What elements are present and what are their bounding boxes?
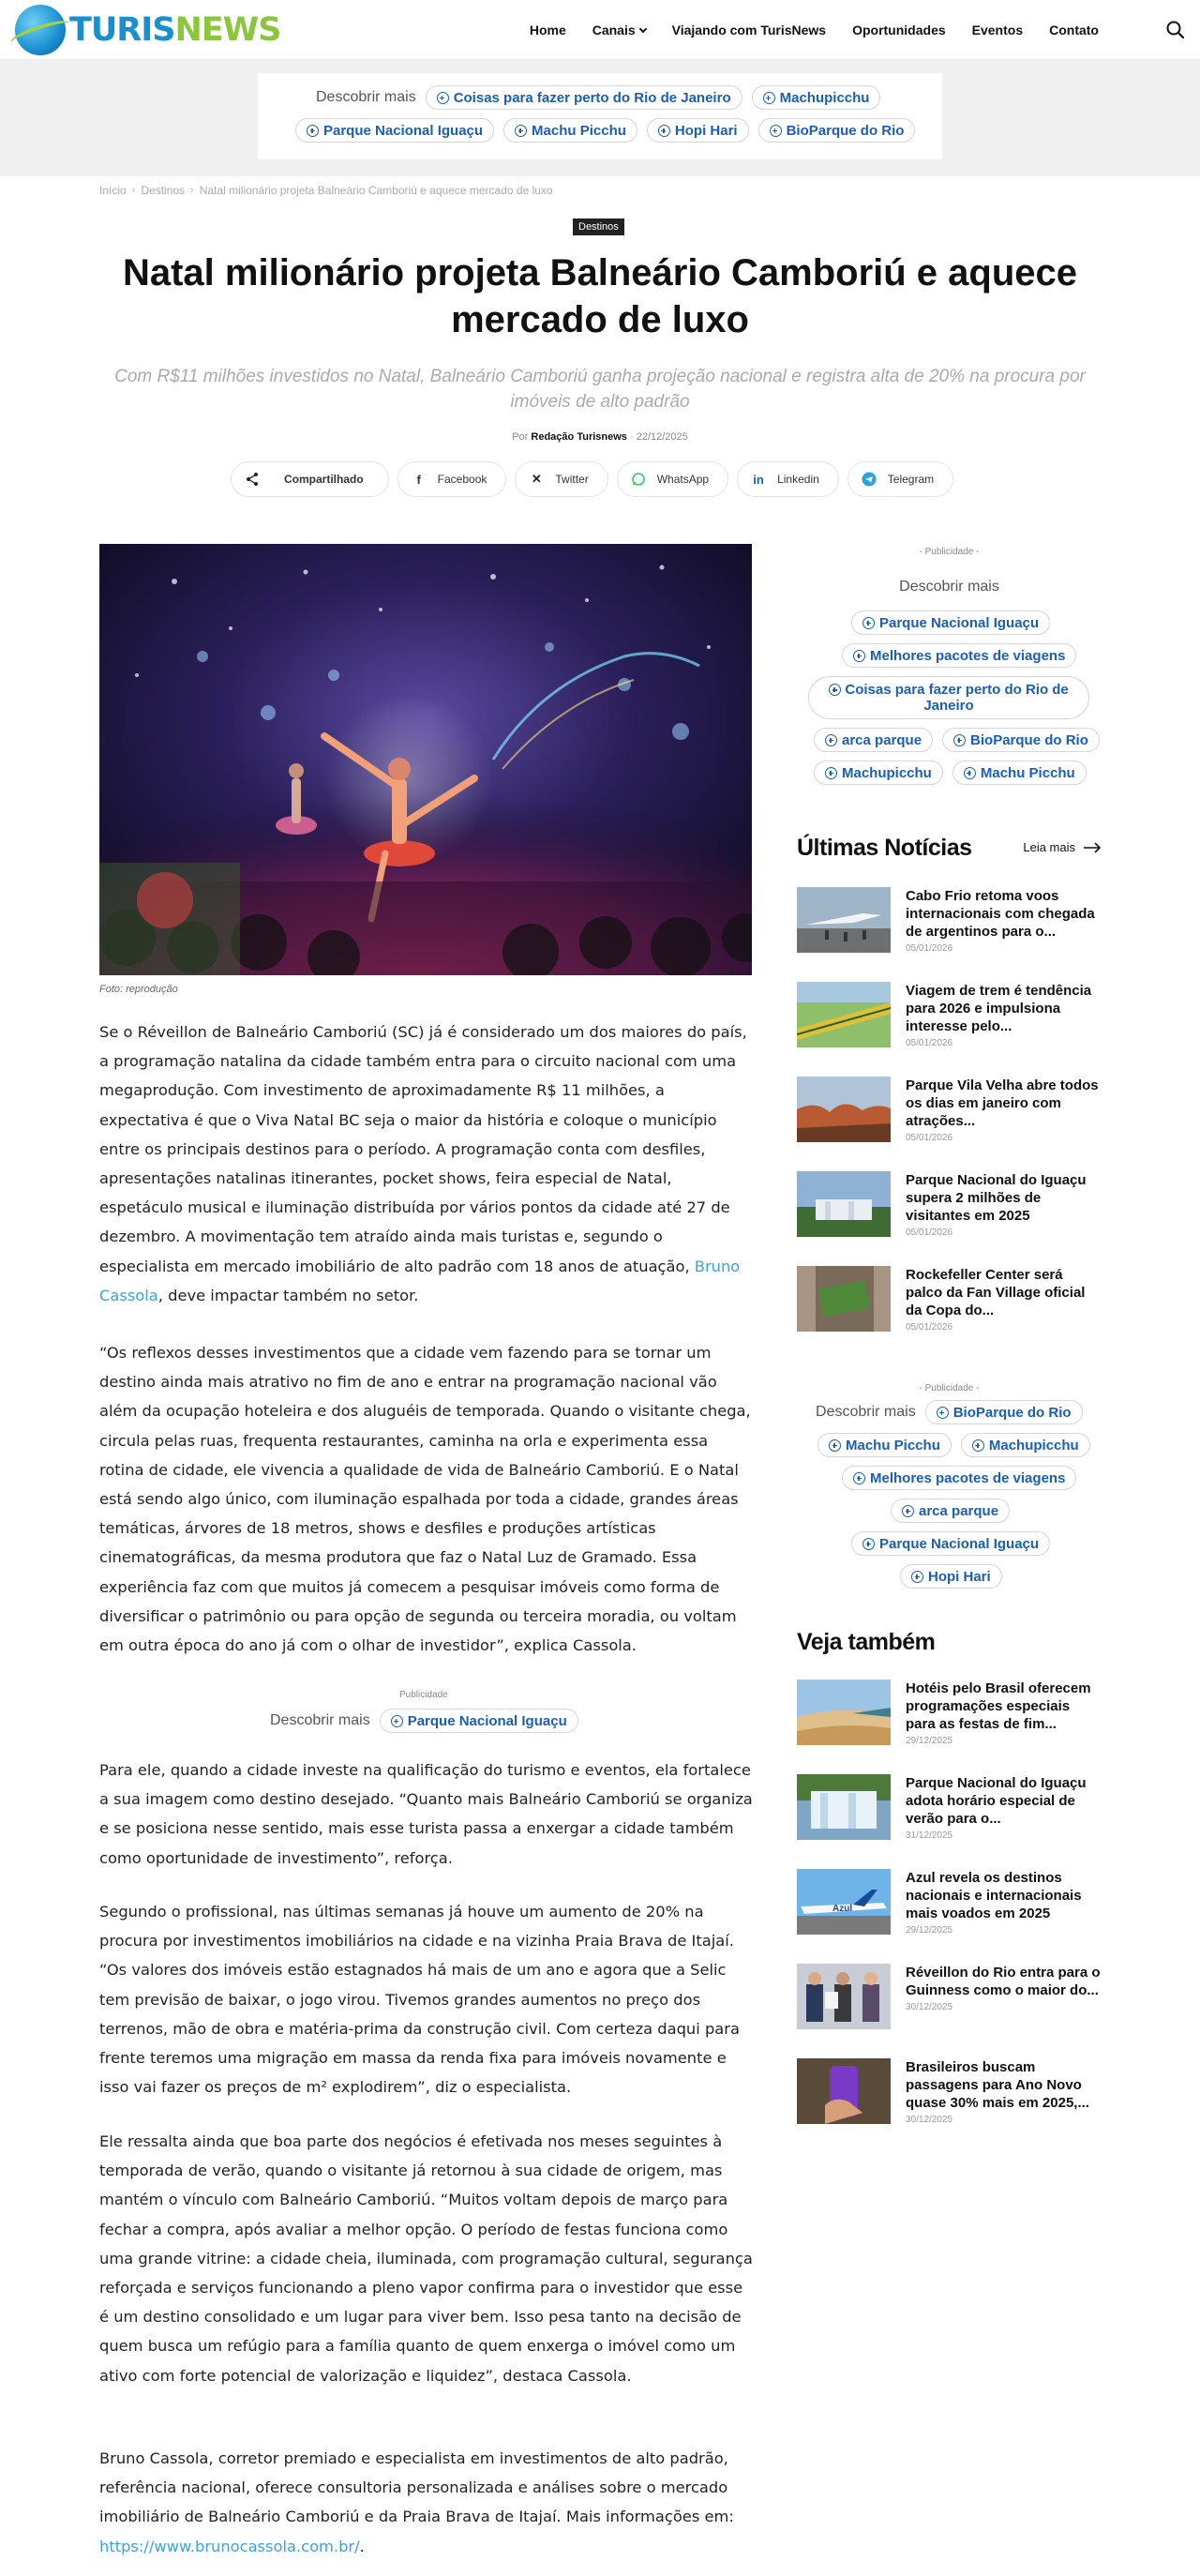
latest-news xyxy=(797,835,1102,1332)
see-also-title: Veja também xyxy=(797,1629,936,1655)
plus-circle-icon xyxy=(862,1538,875,1550)
article-paragraph: Segundo o profissional, nas últimas semanas já houve um aumento de 20% na procura por investimentos imobiliários na cidade e na vizinha Praia Brava de Itajaí. “Os valores dos imóveis estão estagnados há mais de um ano e agora que a Selic tem previsão de baixar, o jogo virou. Tivemos grandes aumentos no preço dos terrenos, mão de obra e matéria-prima da construção civil. Com certeza daqui para frente teremos uma migração em massa da renda fixa para imóveis novamente e isso vai fazer os preços de m² explodirem”, diz o especialista. xyxy=(99,1903,740,2097)
site-header xyxy=(0,0,1200,60)
nav-eventos[interactable]: Eventos xyxy=(971,23,1024,38)
news-item[interactable]: Parque Nacional do Iguaçu adota horário especial de verão para o... 31/12/2025 xyxy=(797,1774,1102,1849)
chevron-right-icon: › xyxy=(131,185,136,196)
discover-pill[interactable]: Parque Nacional Iguaçu xyxy=(295,118,494,143)
breadcrumb-home[interactable]: Início xyxy=(99,184,127,197)
main-nav xyxy=(530,0,1099,60)
discover-pill[interactable]: Parque Nacional Iguaçu xyxy=(851,610,1050,635)
article-paragraph: Ele ressalta ainda que boa parte dos negócios é efetivada nos meses seguintes à temporada de verão, quando o visitante já retornou à sua cidade de origem, mas mantém o vínculo com Balneário Camboriú. “Muitos voltam depois de março para fechar a compra, após avaliar a melhor opção. O período de festas funciona como uma grande vitrine: a cidade cheia, iluminada, com programação cultural, segurança reforçada e serviços funcionando a pleno vapor confirma para o investidor que esse é um destino consolidado e um lugar para viver bem. Isso pesa tanto na decisão de quem busca um refúgio para a família quanto de quem enxerga o imóvel como um ativo com forte potencial de valorização e liquidez”, destaca Cassola. xyxy=(99,2132,753,2385)
share-telegram-button[interactable]: Telegram xyxy=(848,461,953,497)
sidebar-ad: - Publicidade - Descobrir mais Parque Nacional Iguaçu Melhores pacotes de viagens Coisas para fazer perto do Rio de Janeiro arca parque BioParque do Rio Machupicchu Machu Picchu xyxy=(797,547,1102,800)
plus-circle-icon xyxy=(853,650,865,662)
latest-news-title: Últimas Notícias xyxy=(797,835,972,861)
news-item[interactable]: Hotéis pelo Brasil oferecem programações especiais para as festas de fim... 29/12/2025 xyxy=(797,1680,1102,1755)
discover-pill[interactable]: Hopi Hari xyxy=(647,118,749,143)
news-item[interactable]: Azul Azul revela os destinos nacionais e internacionais mais voados em 2025 29/12/2025 xyxy=(797,1869,1102,1944)
news-thumbnail xyxy=(797,1680,891,1745)
whatsapp-icon xyxy=(631,472,646,487)
article-title: Natal milionário projeta Balneário Camboriú e aquece mercado de luxo xyxy=(122,252,1078,340)
discover-label: Descobrir mais xyxy=(316,89,416,105)
news-thumbnail xyxy=(797,982,891,1047)
plus-circle-icon xyxy=(829,684,841,696)
plus-circle-icon xyxy=(972,1439,984,1452)
plus-circle-icon xyxy=(853,1472,865,1484)
nav-viajando[interactable]: Viajando com TurisNews xyxy=(671,23,827,38)
news-thumbnail xyxy=(797,1774,891,1840)
top-discover-box xyxy=(258,73,942,159)
discover-pill[interactable]: Melhores pacotes de viagens xyxy=(842,1466,1076,1490)
article-paragraph: “Os reflexos desses investimentos que a cidade vem fazendo para se tornar um destino ainda mais atrativo no fim de ano e entrar na programação nacional vão além da ocupação hoteleira e dos aluguéis de temporada. Quando o visitante chega, circula pelas ruas, frequenta restaurantes, caminha na orla e experimenta essa rotina de cidade, ele vivencia a qualidade de vida de Balneário Camboriú. E o Natal está sendo algo único, com iluminação espalhada por toda a cidade, grandes áreas temáticas, árvores de 18 metros, shows e desfiles e produções artísticas cinematográficas, da mesma produtora que faz o Natal Luz de Gramado. Essa experiência faz com que muitos já comecem a pesquisar imóveis como forma de diversificar o patrimônio ou para opção de segunda ou terceira moradia, ou voltam em outra época do ano já com o olhar de investidor”, explica Cassola. xyxy=(99,1344,751,1655)
article-paragraph: Se o Réveillon de Balneário Camboriú (SC) já é considerado um dos maiores do país, a programação natalina da cidade também entra para o circuito nacional com uma megaprodução. Com investimento de aproximadamente R$ 11 milhões, a expectativa é que o Viva Natal BC seja o maior da história e coloque o município entre os principais destinos para o período. A programação conta com desfiles, apresentações natalinas itinerantes, pocket shows, feira especial de Natal, espetáculo musical e iluminação distribuída por vários pontos da cidade até 27 de dezembro. A movimentação tem atraído ainda mais turistas e, segundo o especialista em mercado imobiliário de alto padrão com 18 anos de atuação, Bruno Cassola, deve impactar também no setor. xyxy=(99,1023,747,1304)
article-hero-image xyxy=(99,544,752,975)
discover-label: Descobrir mais xyxy=(816,1404,916,1420)
share-count-button[interactable]: Compartilhado xyxy=(231,461,389,497)
article-subtitle: Com R$11 milhões investidos no Natal, Balneário Camboriú ganha projeção nacional e registra alta de 20% na procura por imóveis de alto padrão xyxy=(114,367,1086,412)
telegram-icon xyxy=(862,472,877,487)
news-thumbnail xyxy=(797,1171,891,1237)
read-more-link[interactable]: Leia mais xyxy=(1023,840,1102,854)
article-paragraph: Para ele, quando a cidade investe na qualificação do turismo e eventos, ela fortalece a sua imagem como destino desejado. “Quanto mais Balneário Camboriú se organiza e se posiciona nesse sentido, mais esse turista passa a enxergar a cidade também como oportunidade de investimento”, reforça. xyxy=(99,1761,753,1867)
discover-pill[interactable]: Machupicchu xyxy=(814,761,943,785)
plus-circle-icon xyxy=(953,734,966,746)
news-item[interactable]: Rockefeller Center será palco da Fan Village oficial da Copa do... 05/01/2026 xyxy=(797,1266,1102,1341)
nav-contato[interactable]: Contato xyxy=(1049,23,1099,38)
plus-circle-icon xyxy=(763,92,775,104)
plus-circle-icon xyxy=(515,125,527,137)
plus-circle-icon xyxy=(829,1439,841,1452)
news-item[interactable]: Parque Nacional do Iguaçu supera 2 milhões de visitantes em 2025 05/01/2026 xyxy=(797,1171,1102,1246)
news-thumbnail xyxy=(797,1964,891,2029)
sidebar-ad: - Publicidade - Descobrir mais BioParque do Rio Machu Picchu Machupicchu Melhores pacotes de viagens arca parque Parque Nacional Iguaçu Hopi Hari xyxy=(797,1383,1102,1599)
plus-circle-icon xyxy=(825,734,837,746)
discover-pill[interactable]: Parque Nacional Iguaçu xyxy=(851,1531,1050,1556)
discover-label: Descobrir mais xyxy=(270,1712,370,1728)
bruno-cassola-link[interactable]: Bruno Cassola xyxy=(99,1257,741,1304)
breadcrumb-current: Natal milionário projeta Balneário Camboriú e aquece mercado de luxo xyxy=(199,184,553,197)
discover-label: Descobrir mais xyxy=(899,579,999,595)
discover-pill[interactable]: Parque Nacional Iguaçu xyxy=(380,1709,578,1733)
chevron-down-icon xyxy=(638,24,646,32)
discover-pill[interactable]: Melhores pacotes de viagens xyxy=(842,643,1076,668)
plus-circle-icon xyxy=(770,125,782,137)
breadcrumb xyxy=(99,184,553,197)
article-paragraph: Bruno Cassola, corretor premiado e especialista em investimentos de alto padrão, referência nacional, oferece consultoria personalizada e análises sobre o mercado imobiliário de Balneário Camboriú e da Praia Brava de Itajaí. Mais informações em: https://www.brunocassola.com.br/. xyxy=(99,2449,734,2555)
linkedin-icon: in xyxy=(753,472,764,487)
publish-date: 22/12/2025 xyxy=(636,431,688,443)
external-site-link[interactable]: https://www.brunocassola.com.br/ xyxy=(99,2537,360,2555)
share-linkedin-button[interactable]: in Linkedin xyxy=(737,461,839,497)
breadcrumb-category[interactable]: Destinos xyxy=(141,184,186,197)
ad-label: Publicidade xyxy=(399,1690,448,1700)
author-link[interactable]: Redação Turisnews xyxy=(531,431,627,443)
discover-pill[interactable]: arca parque xyxy=(891,1499,1010,1523)
plus-circle-icon xyxy=(862,617,875,629)
discover-pill[interactable]: Machupicchu xyxy=(752,85,881,110)
x-twitter-icon: ✕ xyxy=(531,472,542,486)
search-icon[interactable] xyxy=(1164,19,1187,41)
news-thumbnail xyxy=(797,1077,891,1142)
news-item[interactable]: Parque Vila Velha abre todos os dias em janeiro com atrações... 05/01/2026 xyxy=(797,1077,1102,1152)
discover-pill[interactable]: Hopi Hari xyxy=(900,1564,1002,1589)
globe-icon xyxy=(15,5,66,55)
discover-pill[interactable]: Coisas para fazer perto do Rio de Janeiro xyxy=(426,85,742,110)
nav-home[interactable]: Home xyxy=(529,23,566,38)
news-thumbnail xyxy=(797,2058,891,2124)
discover-pill[interactable]: BioParque do Rio xyxy=(758,118,916,143)
news-thumbnail xyxy=(797,1266,891,1332)
news-item[interactable]: Cabo Frio retoma voos internacionais com chegada de argentinos para o... 05/01/2026 xyxy=(797,887,1102,962)
plus-circle-icon xyxy=(937,1407,949,1419)
discover-pill[interactable]: Coisas para fazer perto do Rio de Janeiro xyxy=(808,676,1089,719)
category-badge[interactable]: Destinos xyxy=(573,218,624,235)
news-item[interactable]: Réveillon do Rio entra para o Guinness como o maior do... 30/12/2025 xyxy=(797,1964,1102,2039)
plus-circle-icon xyxy=(964,767,976,779)
discover-pill[interactable]: arca parque xyxy=(814,728,933,752)
facebook-icon: f xyxy=(416,472,421,487)
byline: Por Redação Turisnews - 22/12/2025 xyxy=(512,431,688,443)
share-icon xyxy=(245,472,260,487)
news-item[interactable]: Viagem de trem é tendência para 2026 e impulsiona interesse pelo... 05/01/2026 xyxy=(797,982,1102,1057)
news-item[interactable]: Brasileiros buscam passagens para Ano Novo quase 30% mais em 2025,... 30/12/2025 xyxy=(797,2058,1102,2133)
inline-ad xyxy=(99,1690,754,1746)
plus-circle-icon xyxy=(902,1505,914,1517)
share-twitter-button[interactable]: ✕ Twitter xyxy=(515,461,608,497)
news-thumbnail xyxy=(797,1869,891,1935)
svg-text:Azul: Azul xyxy=(832,1904,853,1914)
discover-pill[interactable]: Machu Picchu xyxy=(952,761,1087,785)
discover-pill[interactable]: Machupicchu xyxy=(961,1433,1090,1457)
share-bar xyxy=(231,461,953,497)
plus-circle-icon xyxy=(911,1571,923,1583)
news-thumbnail xyxy=(797,887,891,953)
see-also xyxy=(797,1629,1102,2135)
discover-pill[interactable]: Machu Picchu xyxy=(503,118,638,143)
arrow-right-icon xyxy=(1083,842,1102,853)
plus-circle-icon xyxy=(307,125,319,137)
chevron-right-icon: › xyxy=(190,185,194,196)
plus-circle-icon xyxy=(391,1715,403,1727)
plus-circle-icon xyxy=(658,125,670,137)
discover-pill[interactable]: Machu Picchu xyxy=(818,1433,952,1457)
nav-oportunidades[interactable]: Oportunidades xyxy=(852,23,946,38)
logo-text: TURISNEWS xyxy=(69,11,281,49)
plus-circle-icon xyxy=(437,92,449,104)
site-logo[interactable] xyxy=(15,5,281,55)
nav-canais[interactable]: Canais xyxy=(592,23,646,38)
image-caption: Foto: reprodução xyxy=(99,984,178,995)
share-facebook-button[interactable]: f Facebook xyxy=(398,461,507,497)
share-whatsapp-button[interactable]: WhatsApp xyxy=(617,461,728,497)
discover-pill[interactable]: BioParque do Rio xyxy=(925,1400,1083,1424)
discover-pill[interactable]: BioParque do Rio xyxy=(942,728,1100,752)
plus-circle-icon xyxy=(825,767,837,779)
